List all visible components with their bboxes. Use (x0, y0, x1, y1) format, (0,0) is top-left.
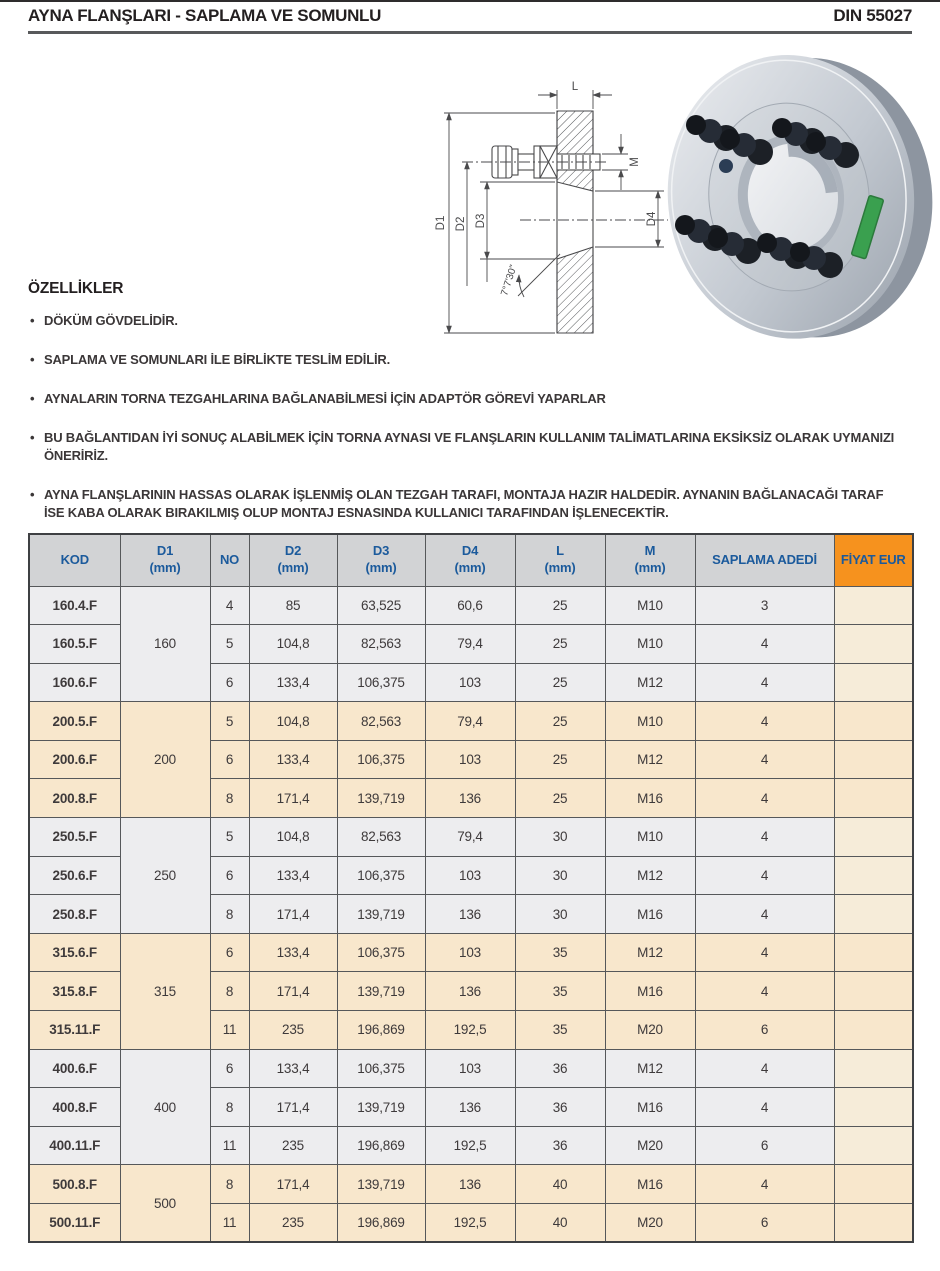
page-top-edge (0, 0, 940, 2)
table-row (29, 586, 913, 625)
cell-fiyat (834, 702, 913, 741)
cell-d4: 136 (425, 1088, 515, 1127)
cell-fiyat (834, 895, 913, 934)
cell-d3: 106,375 (337, 933, 425, 972)
cell-d2: 133,4 (249, 663, 337, 702)
cell-d2: 133,4 (249, 933, 337, 972)
din-standard-label: DIN 55027 (833, 6, 912, 25)
cell-d4: 136 (425, 1165, 515, 1204)
cell-d4: 192,5 (425, 1204, 515, 1243)
cell-d3: 82,563 (337, 625, 425, 664)
cell-d2: 171,4 (249, 972, 337, 1011)
cell-saplama: 4 (695, 1049, 834, 1088)
cell-d3: 196,869 (337, 1126, 425, 1165)
column-header-saplama: SAPLAMA ADEDİ (695, 534, 834, 586)
cell-fiyat (834, 625, 913, 664)
cell-d3: 82,563 (337, 818, 425, 857)
cell-l: 25 (515, 702, 605, 741)
cell-l: 40 (515, 1165, 605, 1204)
cell-fiyat (834, 818, 913, 857)
cell-saplama: 4 (695, 663, 834, 702)
cell-no: 8 (210, 779, 249, 818)
cell-kod: 160.5.F (29, 625, 120, 664)
cell-l: 25 (515, 586, 605, 625)
cell-m: M16 (605, 1088, 695, 1127)
cell-d4: 136 (425, 895, 515, 934)
cell-saplama: 6 (695, 1204, 834, 1243)
cell-kod: 400.6.F (29, 1049, 120, 1088)
cell-fiyat (834, 740, 913, 779)
cell-d4: 103 (425, 856, 515, 895)
cell-l: 36 (515, 1126, 605, 1165)
cell-no: 5 (210, 702, 249, 741)
cell-no: 6 (210, 933, 249, 972)
table-row (29, 1049, 913, 1088)
cell-l: 25 (515, 663, 605, 702)
cell-l: 30 (515, 818, 605, 857)
cell-fiyat (834, 1011, 913, 1050)
cell-fiyat (834, 1049, 913, 1088)
cell-kod: 200.8.F (29, 779, 120, 818)
cell-no: 11 (210, 1011, 249, 1050)
feature-item: • AYNA FLANŞLARININ HASSAS OLARAK İŞLENMİŞ OLAN TEZGAH TARAFI, MONTAJA HAZIR HALDEDİR. AYNANIN BAĞLANACAĞI TARAF İSE KABA OLARAK BIRAKILMIŞ OLUP MONTAJ ESNASINDA KULLANICI TARAFINDAN İŞLENECEKTİR. (28, 486, 904, 522)
cell-d1: 160 (120, 586, 210, 702)
cell-kod: 250.6.F (29, 856, 120, 895)
column-header-no: NO (210, 534, 249, 586)
table-row (29, 933, 913, 972)
cell-l: 30 (515, 895, 605, 934)
cell-d1: 200 (120, 702, 210, 818)
cell-no: 8 (210, 972, 249, 1011)
table-row (29, 702, 913, 741)
cell-m: M16 (605, 972, 695, 1011)
cell-d3: 63,525 (337, 586, 425, 625)
cell-saplama: 3 (695, 586, 834, 625)
cell-d2: 171,4 (249, 895, 337, 934)
cell-m: M20 (605, 1126, 695, 1165)
cell-d4: 79,4 (425, 818, 515, 857)
cell-d3: 139,719 (337, 1165, 425, 1204)
cell-saplama: 4 (695, 740, 834, 779)
cell-m: M20 (605, 1204, 695, 1243)
cell-m: M16 (605, 1165, 695, 1204)
column-header-d1: D1 (mm) (120, 534, 210, 586)
cell-d4: 103 (425, 740, 515, 779)
cell-no: 6 (210, 663, 249, 702)
cell-no: 6 (210, 1049, 249, 1088)
cell-d3: 106,375 (337, 740, 425, 779)
cell-m: M12 (605, 1049, 695, 1088)
cell-d2: 104,8 (249, 702, 337, 741)
cell-fiyat (834, 933, 913, 972)
cell-m: M10 (605, 818, 695, 857)
cell-no: 8 (210, 1088, 249, 1127)
column-header-kod: KOD (29, 534, 120, 586)
cell-d1: 400 (120, 1049, 210, 1165)
cell-l: 35 (515, 1011, 605, 1050)
dim-label-d3: D3 (475, 213, 487, 229)
cell-d3: 106,375 (337, 1049, 425, 1088)
cell-d3: 82,563 (337, 702, 425, 741)
cell-d3: 106,375 (337, 856, 425, 895)
table-row (29, 1165, 913, 1204)
column-header-fiyat: FİYAT EUR (834, 534, 913, 586)
dim-label-angle: 7°7'30" (499, 263, 520, 298)
cell-saplama: 4 (695, 895, 834, 934)
cell-kod: 400.11.F (29, 1126, 120, 1165)
column-header-d4: D4 (mm) (425, 534, 515, 586)
cell-fiyat (834, 1088, 913, 1127)
dim-label-d1: D1 (435, 215, 447, 231)
cell-fiyat (834, 856, 913, 895)
cell-no: 11 (210, 1204, 249, 1243)
cell-kod: 500.11.F (29, 1204, 120, 1243)
cell-d2: 104,8 (249, 818, 337, 857)
dim-label-d2: D2 (455, 216, 467, 232)
cell-kod: 500.8.F (29, 1165, 120, 1204)
page-header (28, 6, 912, 26)
cell-l: 25 (515, 740, 605, 779)
cell-l: 36 (515, 1088, 605, 1127)
cell-m: M16 (605, 779, 695, 818)
cell-m: M12 (605, 740, 695, 779)
cell-m: M12 (605, 933, 695, 972)
cell-fiyat (834, 1126, 913, 1165)
cell-fiyat (834, 972, 913, 1011)
cell-d4: 103 (425, 663, 515, 702)
cell-saplama: 6 (695, 1011, 834, 1050)
features-heading: ÖZELLİKLER (28, 280, 124, 297)
cell-d4: 192,5 (425, 1126, 515, 1165)
cell-kod: 160.6.F (29, 663, 120, 702)
cell-d4: 136 (425, 972, 515, 1011)
cell-d2: 171,4 (249, 1088, 337, 1127)
cell-m: M12 (605, 663, 695, 702)
cell-d4: 136 (425, 779, 515, 818)
cell-saplama: 4 (695, 856, 834, 895)
cell-saplama: 6 (695, 1126, 834, 1165)
cell-m: M10 (605, 586, 695, 625)
cell-no: 8 (210, 1165, 249, 1204)
column-header-d3: D3 (mm) (337, 534, 425, 586)
header-divider (28, 31, 912, 34)
cell-no: 11 (210, 1126, 249, 1165)
cell-d4: 103 (425, 1049, 515, 1088)
cell-d2: 133,4 (249, 1049, 337, 1088)
cell-kod: 315.6.F (29, 933, 120, 972)
cell-l: 40 (515, 1204, 605, 1243)
cell-fiyat (834, 663, 913, 702)
column-header-l: L (mm) (515, 534, 605, 586)
cell-m: M16 (605, 895, 695, 934)
table-header-row (29, 534, 913, 586)
cell-saplama: 4 (695, 818, 834, 857)
feature-item: • DÖKÜM GÖVDELİDİR. (28, 312, 904, 330)
cell-kod: 400.8.F (29, 1088, 120, 1127)
cell-fiyat (834, 1204, 913, 1243)
cell-kod: 200.5.F (29, 702, 120, 741)
cell-m: M10 (605, 702, 695, 741)
cell-no: 8 (210, 895, 249, 934)
cell-fiyat (834, 586, 913, 625)
cell-no: 5 (210, 818, 249, 857)
cell-kod: 160.4.F (29, 586, 120, 625)
cell-no: 4 (210, 586, 249, 625)
cell-kod: 200.6.F (29, 740, 120, 779)
cell-d1: 250 (120, 818, 210, 934)
cell-d4: 103 (425, 933, 515, 972)
cell-d2: 235 (249, 1204, 337, 1243)
feature-item: • SAPLAMA VE SOMUNLARI İLE BİRLİKTE TESLİM EDİLİR. (28, 351, 904, 369)
cell-m: M10 (605, 625, 695, 664)
feature-item: • BU BAĞLANTIDAN İYİ SONUÇ ALABİLMEK İÇİN TORNA AYNASI VE FLANŞLARIN KULLANIM TALİMATLARINA EKSİKSİZ OLARAK UYMANIZI ÖNERİRİZ. (28, 429, 904, 465)
cell-saplama: 4 (695, 779, 834, 818)
cell-saplama: 4 (695, 1088, 834, 1127)
cell-saplama: 4 (695, 972, 834, 1011)
cell-l: 30 (515, 856, 605, 895)
cell-saplama: 4 (695, 625, 834, 664)
dim-label-l: L (571, 81, 579, 93)
cell-m: M20 (605, 1011, 695, 1050)
feature-item: • AYNALARIN TORNA TEZGAHLARINA BAĞLANABİLMESİ İÇİN ADAPTÖR GÖREVİ YAPARLAR (28, 390, 904, 408)
cell-d4: 79,4 (425, 702, 515, 741)
cell-d2: 133,4 (249, 740, 337, 779)
dim-label-m: M (629, 157, 641, 167)
cell-d2: 133,4 (249, 856, 337, 895)
cell-d4: 60,6 (425, 586, 515, 625)
column-header-d2: D2 (mm) (249, 534, 337, 586)
cell-kod: 250.8.F (29, 895, 120, 934)
cell-d2: 85 (249, 586, 337, 625)
features-list (28, 312, 912, 522)
cell-d3: 196,869 (337, 1011, 425, 1050)
cell-saplama: 4 (695, 702, 834, 741)
cell-m: M12 (605, 856, 695, 895)
cell-kod: 315.11.F (29, 1011, 120, 1050)
cell-d1: 315 (120, 933, 210, 1049)
features-section (28, 280, 912, 543)
column-header-m: M (mm) (605, 534, 695, 586)
cell-no: 5 (210, 625, 249, 664)
table-row (29, 818, 913, 857)
cell-d2: 171,4 (249, 779, 337, 818)
cell-d2: 235 (249, 1011, 337, 1050)
cell-no: 6 (210, 856, 249, 895)
cell-l: 35 (515, 933, 605, 972)
mount-hole (719, 159, 733, 173)
cell-d3: 196,869 (337, 1204, 425, 1243)
cell-kod: 315.8.F (29, 972, 120, 1011)
cell-d4: 79,4 (425, 625, 515, 664)
cell-d4: 192,5 (425, 1011, 515, 1050)
spec-table (28, 533, 914, 1243)
cell-d3: 139,719 (337, 1088, 425, 1127)
cell-l: 25 (515, 625, 605, 664)
cell-d2: 235 (249, 1126, 337, 1165)
cell-d3: 139,719 (337, 895, 425, 934)
cell-l: 25 (515, 779, 605, 818)
cell-l: 35 (515, 972, 605, 1011)
page-title: AYNA FLANŞLARI - SAPLAMA VE SOMUNLU (28, 6, 382, 25)
cell-saplama: 4 (695, 1165, 834, 1204)
cell-kod: 250.5.F (29, 818, 120, 857)
cell-d3: 106,375 (337, 663, 425, 702)
cell-no: 6 (210, 740, 249, 779)
cell-fiyat (834, 1165, 913, 1204)
cell-d1: 500 (120, 1165, 210, 1242)
flange-table-body (29, 586, 913, 1242)
cell-fiyat (834, 779, 913, 818)
cell-d3: 139,719 (337, 779, 425, 818)
cell-l: 36 (515, 1049, 605, 1088)
cell-d3: 139,719 (337, 972, 425, 1011)
dim-label-d4: D4 (646, 211, 658, 227)
cell-d2: 104,8 (249, 625, 337, 664)
cell-saplama: 4 (695, 933, 834, 972)
cell-d2: 171,4 (249, 1165, 337, 1204)
